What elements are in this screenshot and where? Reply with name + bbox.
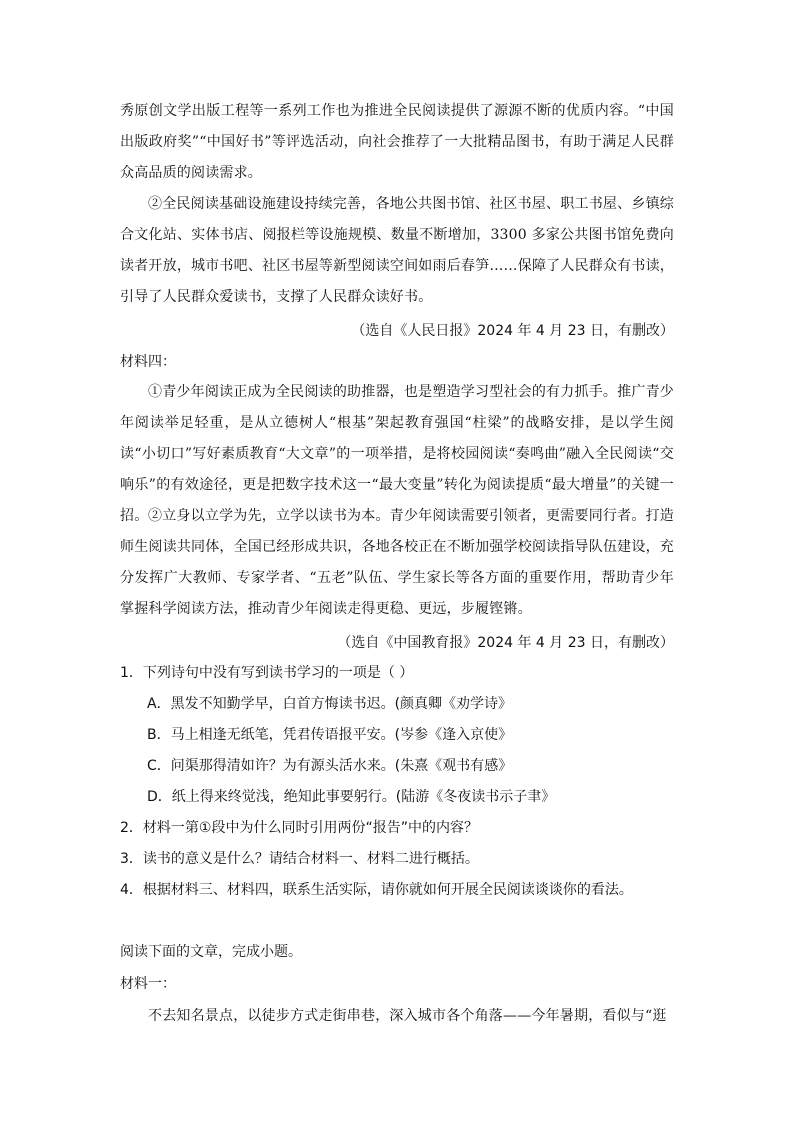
next-section-intro: 阅读下面的文章，完成小题。 [120, 944, 302, 960]
option-c: C．问渠那得清如许？为有源头活水来。(朱熹《观书有感》 [147, 758, 513, 774]
option-d: D．纸上得来终觉浅，绝知此事要躬行。(陆游《冬夜读书示子聿》 [147, 789, 556, 805]
next-material1-heading: 材料一： [120, 976, 176, 992]
next-material1-paragraph: 不去知名景点，以徒步方式走街串巷，深入城市各个角落——今年暑期，看似与“逛 [148, 1008, 667, 1024]
option-a: A．黑发不知勤学早，白首方悔读书迟。(颜真卿《劝学诗》 [147, 696, 513, 712]
question-2: 2．材料一第①段中为什么同时引用两份“报告”中的内容？ [120, 820, 478, 836]
option-b: B．马上相逢无纸笔，凭君传语报平安。(岑参《逢入京使》 [147, 727, 513, 743]
material4-paragraph-1: ①青少年阅读正成为全民阅读的助推器，也是塑造学习型社会的有力抓手。推广青少年阅读举足轻重，是从立德树人“根基”架起教育强国“柱梁”的战略安排，是以学生阅读“小切口”写好素质教育“大文章”的一项举措，是将校园阅读“奏鸣曲”融入全民阅读“交响乐”的有效途径，更是把数字技术这一“最大变量”转化为阅读提质“最大增量”的关键一招。 [120, 384, 674, 524]
question-1: 1．下列诗句中没有写到读书学习的一项是（ ） [120, 665, 414, 681]
material3-paragraph-1: 秀原创文学出版工程等一系列工作也为推进全民阅读提供了源源不断的优质内容。“中国出版政府奖”“中国好书”等评选活动，向社会推荐了一大批精品图书，有助于满足人民群众高品质的阅读需求。 [120, 103, 674, 181]
question-3: 3．读书的意义是什么？请结合材料一、材料二进行概括。 [120, 851, 479, 867]
material3-source: （选自《人民日报》2024 年 4 月 23 日，有删改） [351, 323, 674, 339]
material4-paragraph-2: ②立身以立学为先，立学以读书为本。青少年阅读需要引领者，更需要同行者。打造师生阅读共同体，全国已经形成共识，各地各校正在不断加强学校阅读指导队伍建设，充分发挥广大教师、专家学者、“五老”队伍、学生家长等各方面的重要作用，帮助青少年掌握科学阅读方法，推动青少年阅读走得更稳、更远，步履铿锵。 [120, 508, 674, 617]
question-4: 4．根据材料三、材料四，联系生活实际，请你就如何开展全民阅读谈谈你的看法。 [120, 882, 633, 898]
material3-paragraph-2: ②全民阅读基础设施建设持续完善，各地公共图书馆、社区书屋、职工书屋、乡镇综合文化站、实体书店、阅报栏等设施规模、数量不断增加，3300 多家公共图书馆免费向读者开放，城市书吧、社区书屋等新型阅读空间如雨后春笋……保障了人民群众有书读，引导了人民群众爱读书，支撑了人民群众读好书。 [120, 196, 674, 305]
material4-source: （选自《中国教育报》2024 年 4 月 23 日，有删改） [337, 635, 674, 651]
material4-heading: 材料四： [120, 354, 176, 370]
